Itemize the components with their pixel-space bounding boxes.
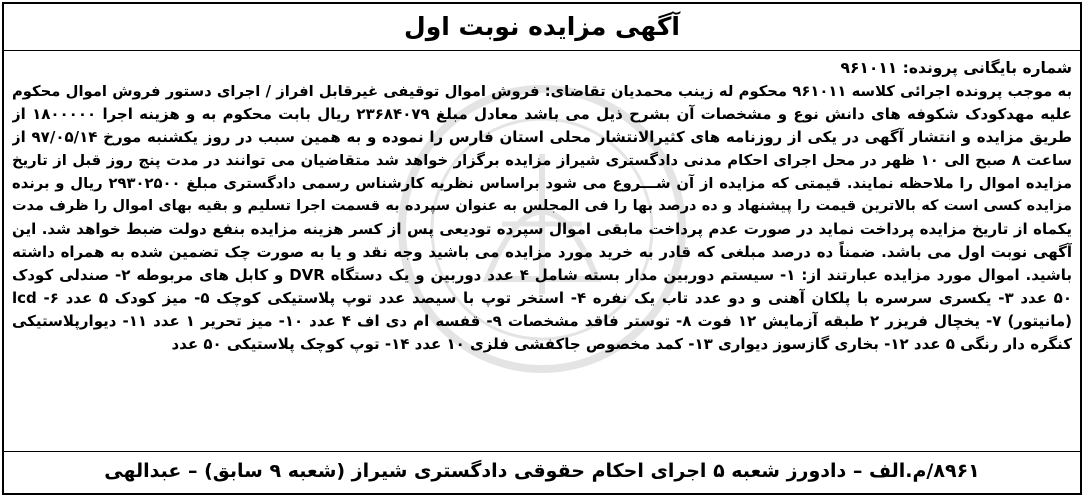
body-line: طریق مزایده و انتشار آگهی در یکی از روزنامه های کثیرالانتشار محلی استان فارس را نموده و به همین سبب در روز یکشنبه مورخ ۹۷/۰۵/۱۴ از xyxy=(12,128,1072,146)
footer-divider xyxy=(4,451,1080,452)
auction-notice xyxy=(2,2,1082,495)
file-number: شماره بایگانی پرونده: ۹۶۱۰۱۱ xyxy=(840,59,1072,77)
body-line: باشید. اموال مورد مزایده عبارتند از: ۱- سیستم دوربین مدار بسته شامل ۴ عدد دوربین و یک دستگاه DVR و کابل های مربوطه ۲- صندلی کودک xyxy=(12,266,1072,284)
body-line: یکماه از تاریخ مزایده پرداخت نماید در صورت عدم پرداخت مابقی اموال سپرده تودیعی پس از کسر هزینه مزایده بنفع دولت ضبط خواهد شد. این xyxy=(12,220,1072,238)
body-line: ۵۰ عدد ۳- یکسری سرسره با پلکان آهنی و دو عدد تاب یک نفره ۴- استخر توپ با سیصد عدد توپ پلاستیکی کوچک ۵- میز کودک ۵ عدد ۶- lcd xyxy=(12,289,1072,307)
notice-title: آگهی مزایده نوبت اول xyxy=(404,12,680,41)
body-line: کنگره دار رنگی ۵ عدد ۱۲- بخاری گازسوز دیواری ۱۳- کمد مخصوص جاکفشی فلزی ۱۰ عدد ۱۴- توپ کوچک پلاستیکی ۵۰ عدد xyxy=(171,335,1072,353)
body-line: به موجب پرونده اجرائی کلاسه ۹۶۱۰۱۱ محکوم له زینب محمدیان تقاضای: فروش اموال توقیفی غیرقابل افراز / اجرای دستور فروش اموال محکوم xyxy=(12,83,1072,100)
body-line: مزایده اموال را ملاحظه نمایند. قیمتی که مزایده از آن شـــروع می شود براساس نظریه کارشناس رسمی دادگستری مبلغ ۲۹۳۰۲۵۰۰ ریال و برنده xyxy=(12,175,1072,192)
body-line: ساعت ۸ صبح الی ۱۰ ظهر در محل اجرای احکام مدنی دادگستری شیراز مزایده برگزار خواهد شد متقاضیان می توانند در مدت پنج روز قبل از تاریخ xyxy=(12,152,1072,169)
body-line: مزایده کسی است که بالاترین قیمت را پیشنهاد و ده درصد بها را فی المجلس به عنوان سپرده به قسمت اجرا تسلیم و بقیه بهای اموال را ظرف مدت xyxy=(12,198,1072,214)
notice-body xyxy=(12,80,1072,356)
notice-footer: ۸۹۶۱/م.الف – دادورز شعبه ۵ اجرای احکام حقوقی دادگستری شیراز (شعبه ۹ سابق) – عبدالهی xyxy=(104,460,980,482)
body-line: علیه مهدکودک شکوفه های دانش نوع و مشخصات آن بشرح ذیل می باشد معادل مبلغ ۲۳۶۸۴۰۷۹ ریال بابت محکوم به و هزینه اجرا ۱۸۰۰۰۰۰ از xyxy=(12,105,1072,123)
body-line: (مانیتور) ۷- یخچال فریزر ۲ طبقه آزمایش ۱۲ فوت ۸- توستر فاقد مشخصات ۹- قفسه ام دی اف ۴ عدد ۱۰- میز تحریر ۱ عدد ۱۱- دیوارپلاستیکی xyxy=(12,312,1072,330)
body-line: آگهی نوبت اول می باشد. ضمناً ده درصد مبلغی که قادر به خرید مورد مزایده می باشید وجه نقد و یا به صورت چک تضمین شده به همراه داشته xyxy=(12,243,1072,261)
title-divider xyxy=(4,50,1080,51)
